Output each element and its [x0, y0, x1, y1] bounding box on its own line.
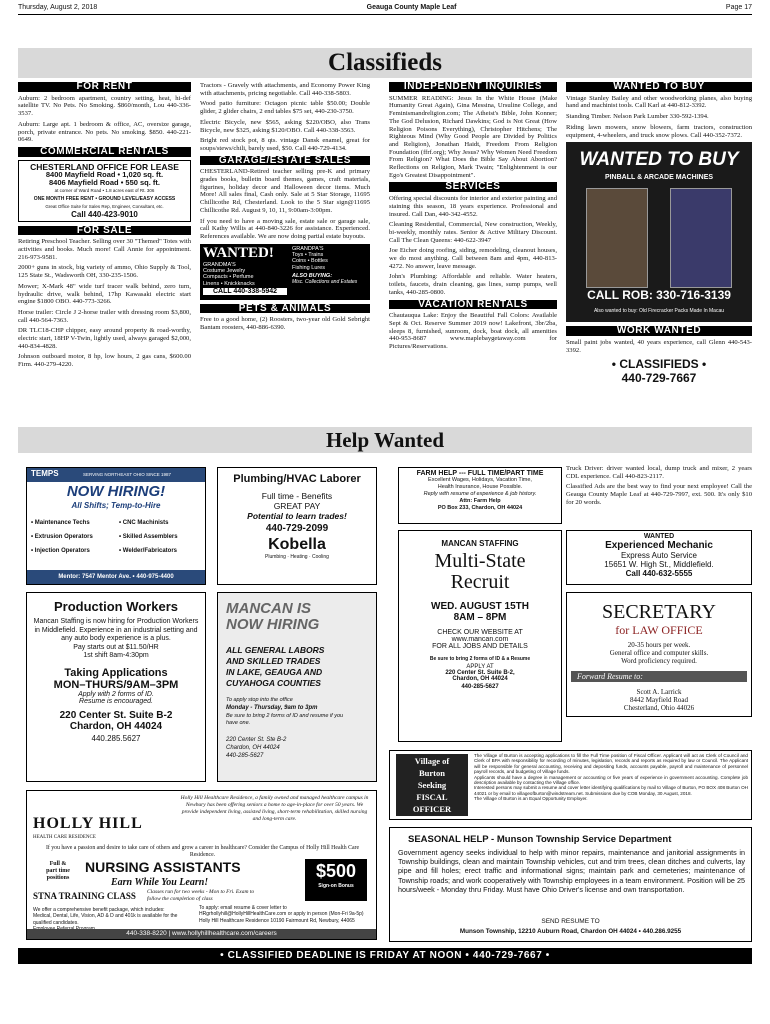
- classifieds-label: • CLASSIFIEDS •: [611, 357, 707, 372]
- ad-line: Excellent Wages, Holidays, Vacation Time,: [428, 477, 532, 483]
- ad-line: SEND RESUME TO: [541, 918, 600, 925]
- hollyhill-logo: HOLLY HILL: [33, 815, 143, 832]
- ad: Auburn: Large apt. 1 bedroom & office, AC, oversize garage, porch, private entrance. No pets. No smoking. $850. 440-221-0649.: [18, 120, 191, 144]
- ad-line: Chesterland, Ohio 44026: [623, 704, 695, 712]
- ad-body: [474, 753, 748, 802]
- ad-paragraph: Applicants should have a degree in management or accounting or five years of experience in government accounting. Complete job description available by contacting the Village office.: [474, 774, 748, 786]
- ad-phone: Call 440-423-9010: [71, 209, 138, 219]
- ad-line: 1st shift 8am-4:30pm: [83, 652, 149, 660]
- ad-line: 8406 Mayfield Road • 550 sq. ft.: [49, 177, 160, 187]
- help-wanted-title: Help Wanted: [18, 427, 752, 453]
- bonus-amount: $500: [315, 861, 357, 881]
- ad-line: Chardon, OH 44024: [226, 745, 280, 751]
- kobella-ad: [217, 467, 377, 585]
- ad-title: NOW HIRING: [226, 616, 320, 633]
- page-number: Page 17: [725, 4, 752, 11]
- ad-line: Be sure to bring 2 forms of ID & a Resume: [429, 656, 531, 662]
- ad-line: Scott A. Larrick: [636, 688, 682, 696]
- ad-line: MON–THURS/9AM–3PM: [53, 678, 179, 691]
- ad-title: CHESTERLAND OFFICE FOR LEASE: [30, 161, 179, 172]
- ad-footnote: Also wanted to buy: Old Firecracker Packs Made In Macau: [593, 308, 725, 315]
- ad-line: To apply stop into the office: [226, 697, 293, 703]
- ad: Electric Bicycle, new $565, asking $220/OBO, also Trans Bicycle, new $325, asking $120/OBO. Call 440-338-3563.: [200, 118, 370, 134]
- ad-date: WED. AUGUST 15TH: [431, 601, 529, 612]
- ad-line: Chardon, OH 44024: [452, 676, 508, 682]
- pinball-machine-image: [586, 188, 648, 288]
- secretary-ad: [566, 592, 752, 717]
- ad-line: General office and computer skills.: [609, 649, 709, 657]
- ad-head: MANCAN STAFFING: [441, 539, 519, 548]
- ad-also: ALSO BUYING:: [292, 272, 333, 279]
- ad-line: Chardon, OH 44024: [69, 720, 163, 732]
- ad-line: Reply with resume of experience & job history.: [423, 491, 537, 497]
- ad-line: FOR ALL JOBS AND DETAILS: [432, 643, 528, 650]
- mancan-recruit-ad: [398, 530, 562, 742]
- column-3: [389, 82, 557, 417]
- ad-subtitle: PINBALL & ARCADE MACHINES: [604, 174, 714, 182]
- temps-hiring: NOW HIRING!: [66, 483, 166, 500]
- bonus-label: Sign-on Bonus: [318, 883, 354, 889]
- ad-line: AND SKILLED TRADES: [226, 656, 321, 666]
- ad: Wood patio furniture: Octagon picnic table $50.00; Double glider, 2 glider chairs, 2 end tables $75 set, 440-230-3750.: [200, 100, 370, 116]
- farm-help-ad: [398, 467, 562, 524]
- ad-line: IN LAKE, GEAUGA AND: [226, 667, 323, 677]
- ad: CHESTERLAND-Retired teacher selling pre-K and primary grades books, bulletin board themes, games, craft materials, figurines, holiday decor and Halloween decor items. Much More! All sales final, Cash only. Sale at 5 Star Storage, 11695 Chillicothe Rd, Chesterland. Look to the 5 Star sign@11695 Chillicothe Rd. August 9, 10, 11, 9:00am-3:00pm.: [200, 168, 370, 214]
- ad-phone: 440.285.5627: [91, 733, 141, 743]
- ad-title: Recruit: [450, 571, 510, 593]
- ad-line: Express Auto Service: [620, 551, 698, 560]
- temps-role: • Skilled Assemblers: [119, 534, 178, 540]
- kobella-tagline: Plumbing · Heating · Cooling: [265, 554, 329, 560]
- production-workers-ad: [26, 592, 206, 782]
- ad-subtitle: for LAW OFFICE: [615, 623, 703, 637]
- section-work-wanted: WORK WANTED: [566, 326, 752, 336]
- ad: DR TLC18-CHP chipper, easy around property & road-worthy, electric start, 18HP V-Twin, lightly used, always garaged $2,000, 440-834-4828.: [18, 327, 191, 350]
- ad: Horse trailer: Circle J 2-horse trailer with dressing room $3,800, call 440-564-7363.: [18, 308, 191, 324]
- ad-line: 8400 Mayfield Road • 1,020 sq. ft.: [45, 169, 164, 179]
- ad-line: Be sure to bring 2 forms of ID and resume if you have one.: [226, 713, 344, 726]
- ad: Standing Timber. Nelson Park Lumber 330-592-1394.: [566, 113, 709, 121]
- ad-grandma: GRANDMA'S Costume Jewelry Compacts • Perfume Linens • Knickknacks: [203, 261, 255, 287]
- kobella-logo: Kobella: [268, 536, 326, 553]
- chesterland-office-ad: [18, 160, 191, 222]
- ad: Cleaning Residential, Commercial, New construction, Weekly, bi-weekly, monthly rates. Senior & Active Military Discount. Call The Clean Queens: 440-622-3947: [389, 221, 557, 244]
- ad-line: Full time - Benefits: [261, 491, 333, 501]
- temps-role: • Extrusion Operators: [31, 534, 93, 540]
- ad-line: at corner of Ward Road • 1.8 acres east of Rt. 306: [54, 187, 155, 193]
- ad-phone: 440-729-2099: [265, 523, 329, 534]
- ad: Offering special discounts for interior and exterior painting and staining this season, 18 years experience. Professional and insured. Call Dan, 440-342-4552.: [389, 195, 557, 218]
- ad-body: Government agency seeks individual to help with minor repairs, maintenance and janitorial assignments in Township buildings, clean and maintain Township vehicles, cut and trim trees, clean ditches and culverts, lay pipe and fill holes; erect traffic and informational signs; maintain park and cemeteries; maintenance of Township roads; and work cooperatively with Township employees in a team environment. Position will be 25 hours/week - Monday thru Friday. Must have Ohio Driver's license and own transportation.: [398, 848, 745, 894]
- section-services: SERVICES: [389, 182, 557, 192]
- column-4: [566, 82, 752, 417]
- temps-role: • CNC Machinists: [119, 520, 169, 526]
- mechanic-ad: [566, 530, 752, 585]
- ad-line: GREAT PAY: [273, 501, 321, 511]
- section-commercial-rentals: COMMERCIAL RENTALS: [18, 147, 191, 157]
- ad-line: Pay starts out at $11.50/HR: [73, 643, 159, 651]
- ad-intro: Holly Hill Healthcare Residence, a family owned and managed healthcare campus in Newbury has been offering seniors a home to age-in-place for over 50 years. We provide independent living, assisted living, short-term rehabilitation, skilled nursing and long-term care.: [180, 795, 369, 822]
- ad: Tractors - Gravely with attachments, and Economy Power King with attachments, pricing negotiable. Call 440-338-5803.: [200, 82, 370, 97]
- temps-role: • Injection Operators: [31, 548, 90, 554]
- ad-time: 8AM – 8PM: [453, 612, 507, 623]
- ad-line: ONE MONTH FREE RENT • GROUND LEVEL/EASY ACCESS: [33, 195, 176, 202]
- ad-line: Word proficiency required.: [621, 657, 697, 665]
- ad: Johnson outboard motor, 8 hp, low hours, 2 gas cans, $600.00 Firm. 440-279-4220.: [18, 353, 191, 369]
- ad-misc: Misc. Collections and Estates: [292, 278, 358, 285]
- ad-paragraph: The Village of Burton is an Equal Opportunity Employer.: [474, 796, 588, 802]
- ad: Retiring Preschool Teacher. Selling over 30 "Themed" Totes with activities and books. Much more! Call Annie for appointment. 216-973-9581.: [18, 238, 191, 261]
- bonus-badge: [305, 859, 367, 901]
- ad-title: Plumbing/HVAC Laborer: [233, 473, 361, 485]
- ad-line: Potential to learn trades!: [247, 511, 347, 521]
- ad-line: Taking Applications: [64, 666, 168, 679]
- ad: Classified Ads are the best way to find your next employee! Call the Geauga County Maple Leaf at 440-729-7997, ext. 500. It's only $10 for 20 words.: [566, 483, 752, 506]
- ad-nursing-assistants: NURSING ASSISTANTS: [85, 859, 241, 875]
- temps-mentor: Mentor: 7547 Mentor Ave. • 440-975-4400: [27, 570, 205, 584]
- section-wanted-to-buy: WANTED TO BUY: [566, 82, 752, 92]
- temps-ad: [26, 467, 206, 585]
- ad-line: We offer a comprehensive benefit package, which includes: Medical, Dental, Life, Vision, AD & D and 401k is available for the qualified candidates.: [33, 907, 178, 926]
- ad-line: Great Office Suite for Sales Rep, Engineer, Consultant, etc.: [45, 203, 164, 209]
- ad: Chautauqua Lake: Enjoy the Beautiful Fall Colors: Available Sept & Oct. Reserve Summer 2019 now! Lakefront, 3br/2ba, sleeps 8, furnished, sunroom, dock, boat dock, all amenities 440-953-8687 www.maplebaygetaway.com for Pictures/Reservations.: [389, 312, 557, 351]
- ad: John's Plumbing: Affordable and reliable. Water heaters, toilets, faucets, drain cleaning, gas lines, sump pumps, well tanks, 440-285-0800.: [389, 273, 557, 296]
- deadline-footer: • CLASSIFIED DEADLINE IS FRIDAY AT NOON • 440-729-7667 •: [18, 948, 752, 964]
- ad-phone: Call 440-632-5555: [625, 569, 693, 578]
- issue-date: Thursday, August 2, 2018: [18, 4, 98, 11]
- ad: If you need to have a moving sale, estate sale or garage sale, call Kathy Willis at 440-840-3226 for assistance. Experienced. References available. We are now doing partial estate buyouts.: [200, 217, 370, 240]
- ad-paragraph: Interested persons may submit a resume and cover letter identifying qualifications by mail to Village of Burton, PO BOX 408 Burton OH 44021 or by email to villageofburton@windstream.net. Submissions due by COB Monday, 30 August, 2018.: [474, 785, 748, 796]
- ad-title: MANCAN IS: [226, 600, 311, 617]
- ad-address: Munson Township, 12210 Auburn Road, Chardon OH 44024 • 440.286.9255: [459, 928, 682, 935]
- ad-phone: 440-285-5627: [226, 753, 264, 759]
- ad: Small paint jobs wanted, 40 years experience, call Glenn 440-543-3392.: [566, 338, 752, 354]
- ad-body: Mancan Staffing is now hiring for Production Workers in Middlefield. Experience in an industrial setting and any auto body experience is a plus.: [33, 618, 199, 643]
- temps-logo: TEMPS: [31, 469, 59, 478]
- ad-title: WANTED TO BUY: [579, 149, 739, 171]
- munson-seasonal-ad: [389, 827, 752, 942]
- ad-line: 15651 W. High St., Middlefield.: [604, 560, 714, 569]
- burton-fiscal-officer-ad: [389, 750, 752, 820]
- section-independent-inquiries: INDEPENDENT INQUIRIES: [389, 82, 557, 92]
- ad: Mower; X-Mark 48" wide turf tracer walk behind, zero turn, hydraulic drive, walk behind, 17hp Kawasaki electric start engine $1800 OBO. 440-773-3266.: [18, 282, 191, 306]
- temps-serving: SERVING NORTHEAST OHIO SINCE 1987: [83, 472, 172, 477]
- ad: Vintage Stanley Bailey and other woodworking planes, also buying hand and machinist tools. Call Karl at 440-812-3392.: [566, 94, 752, 110]
- hollyhill-subtitle: HEALTH CARE RESIDENCE: [33, 835, 96, 840]
- ad: Auburn: 2 bedroom apartment, country setting, heat, hi-def satellite TV. No Pets. No Smoking. $860/month, Lou 440-336-3537.: [18, 94, 191, 118]
- ad-line: 20-35 hours per week.: [627, 641, 691, 649]
- ad-line: 8442 Mayfield Road: [630, 696, 688, 704]
- help-wanted-text: [566, 465, 752, 527]
- ad-line: ALL GENERAL LABORS: [226, 645, 325, 655]
- ad-web: www.mancan.com: [451, 636, 509, 643]
- arcade-machine-image: [670, 188, 732, 288]
- ad-line: APPLY AT: [466, 664, 494, 670]
- page-header: [18, 4, 752, 15]
- pinball-ad: [566, 142, 752, 322]
- ad-title: SEASONAL HELP - Munson Township Service Department: [408, 834, 672, 845]
- ad-grandpa: GRANDPA'S Toys • Trains Coins • Bottles Fishing Lures: [292, 245, 328, 271]
- section-for-rent: FOR RENT: [18, 82, 191, 92]
- wanted-collectibles-ad: [200, 244, 370, 300]
- ad-line: Apply with 2 forms of ID.: [78, 690, 154, 698]
- ad: Joe Eicher doing roofing, siding, remodeling, cleanout houses, we do most anything. Call between 8am and 4pm, 440-813-4272. No answer, leave message.: [389, 247, 557, 270]
- ad-title: WANTED!: [203, 244, 274, 261]
- section-pets: PETS & ANIMALS: [200, 304, 370, 314]
- ad: Riding lawn mowers, snow blowers, farm tractors, construction equipment, 4-wheelers, and truck snow plows. Call 440-352-7372.: [566, 123, 752, 139]
- section-vacation-rentals: VACATION RENTALS: [389, 300, 557, 310]
- ad-stna: STNA TRAINING CLASS: [33, 891, 136, 901]
- ad-head: WANTED: [643, 533, 675, 540]
- classifieds-title: Classifieds: [18, 48, 752, 78]
- ad-title: Multi-State: [434, 550, 526, 572]
- ad-line: Health Insurance, House Possible.: [437, 484, 523, 490]
- ad-phone: CALL ROB: 330-716-3139: [587, 288, 731, 303]
- section-for-sale: FOR SALE: [18, 226, 191, 236]
- classifieds-phone: 440-729-7667: [621, 371, 697, 386]
- ad: Bright red stock pot, 8 qts. vintage Dansk enamel, great for soups/stews/chili, barely used, $50. Call 440-729-4134.: [200, 137, 370, 152]
- burton-badge: Village of Burton Seeking FISCAL OFFICER: [396, 754, 468, 816]
- ad-line: 220 Center St. Suite B-2,: [445, 670, 515, 676]
- column-2: [200, 82, 370, 417]
- hollyhill-footer: 440-338-8220 | www.hollyhillhealthcare.com/careers: [27, 929, 376, 939]
- ad-line: 220 Center St. Ste B-2: [226, 737, 287, 743]
- paper-name: Geauga County Maple Leaf: [366, 4, 457, 11]
- holly-hill-ad: [26, 790, 377, 940]
- ad: Truck Driver: driver wanted local, dump truck and mixer, 2 years CDL experience. Call 440-823-2117.: [566, 465, 752, 480]
- ad: Free to a good home, (2) Roosters, two-year old Gold Sebright Bantam roosters, 440-886-6390.: [200, 316, 370, 332]
- ad-line: CUYAHOGA COUNTIES: [226, 678, 321, 688]
- ad-line: PO Box 233, Chardon, OH 44024: [437, 505, 523, 511]
- ad-phone: CALL 440-338-5942: [203, 288, 287, 296]
- ad-title: FARM HELP --- FULL TIME/PART TIME: [416, 470, 544, 477]
- ad-line: CHECK OUR WEBSITE AT: [437, 629, 523, 636]
- ad-classes: Classes run for two weeks - Mon to Fri. Exam to follow the completion of class: [147, 889, 255, 902]
- ad-line: 220 Center St. Suite B-2: [59, 709, 173, 721]
- temps-role: • Maintenance Techs: [31, 520, 90, 526]
- ad-phone: 440-285-5627: [461, 684, 499, 690]
- ad-question: If you have a passion and desire to take care of others and grow a career in healthcare? Consider the Campus of Holly Hill Health Care Residence.: [45, 845, 360, 858]
- temps-shifts: All Shifts; Temp-to-Hire: [71, 501, 161, 510]
- ad: SUMMER READING: Jesus In the White House (Make Humanity Great Again), Gina Messina, Ursuline College, and Feminismandreligion.com; The Atheist's Bible, John Konner; The God Delusion, Richard Dawkins; God is Not Great (How Religion Poisons Everything), Christopher Hitchens; The Righteous Mind (Why Good People are Divided by Politics and Religion), Jonathan Haidt, Freedom From Religion Foundation (ffrf.org); Why Jesus? Why Women Need Freedom From Religion? What Does the Bible Say About Abortion? Reflections on Religion, Mark Twain; "Enlightenment is our Ego's Greatest Disappointment".: [389, 94, 557, 179]
- ad-apply: To apply: email resume & cover letter to HRgrhollyhill@HollyHillHealthCare.com or apply in person (Mon-Fri 9a-5p) Holly Hill Healthcare Residence 10190 Fairmount Rd, Newbury, 44065: [199, 905, 364, 924]
- ad-line: Attn: Farm Help: [459, 498, 501, 504]
- ad-line: Monday - Thursday, 9am to 3pm: [226, 705, 318, 711]
- ad-title: Production Workers: [53, 599, 178, 614]
- ad-earn: Earn While You Learn!: [111, 877, 209, 888]
- ad-title: SECRETARY: [602, 601, 716, 623]
- section-garage-sales: GARAGE/ESTATE SALES: [200, 156, 370, 166]
- temps-role: • Welder/Fabricators: [119, 548, 178, 554]
- ad-positions: Full & part time positions: [46, 861, 70, 881]
- ad-line: Resume is encouraged.: [79, 697, 153, 705]
- ad-paragraph: The Village of Burton is accepting applications to fill the Full Time position of Fiscal Officer. Applicant will act as Clerk of Council and Clerk of BPA with responsibility for recording of minutes, legislation, records and reports as required by law or Council. The Applicant will be responsible for general accounting, receiving and depositing funds, accounts payable, payroll and maintenance of personnel payroll records, and budgeting of Village funds.: [474, 753, 748, 775]
- ad-title: Experienced Mechanic: [605, 540, 713, 551]
- ad-forward: Forward Resume to:: [571, 671, 747, 682]
- mancan-hiring-ad: [217, 592, 377, 782]
- ad: 2000+ guns in stock, big variety of ammo, Ohio Supply & Tool, 125 State St., Wadsworth OH, 330-235-1506.: [18, 264, 191, 280]
